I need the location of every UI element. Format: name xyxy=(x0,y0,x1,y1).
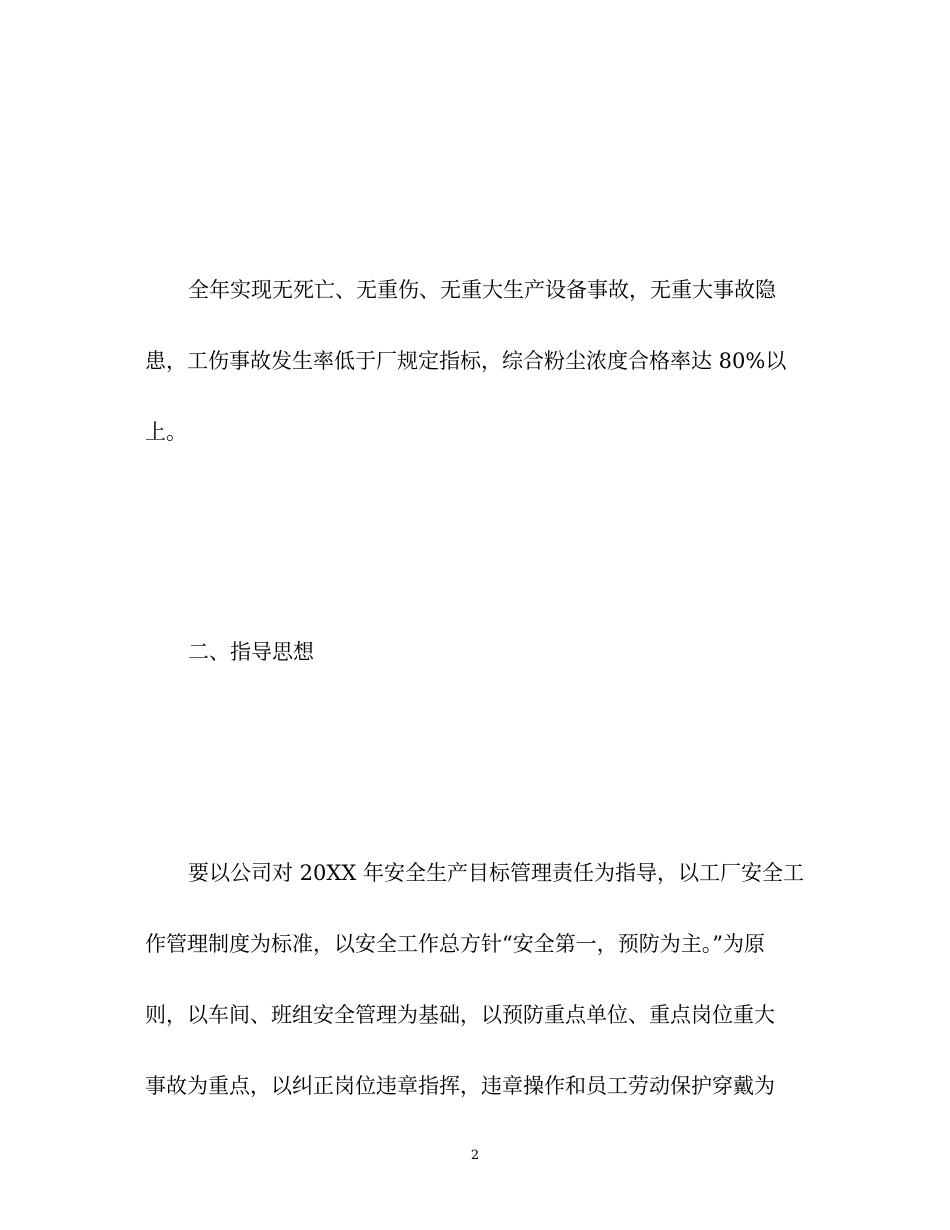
paragraph-2-line-4: 事故为重点，以纠正岗位违章指挥，违章操作和员工劳动保护穿戴为 xyxy=(145,1074,775,1098)
section-heading: 二、指导思想 xyxy=(188,640,314,664)
paragraph-1-line-2: 患，工伤事故发生率低于厂规定指标，综合粉尘浓度合格率达 80%以 xyxy=(145,349,787,373)
paragraph-2-line-2: 作管理制度为标准，以安全工作总方针“安全第一，预防为主。”为原 xyxy=(145,932,765,956)
page-number: 2 xyxy=(470,1148,480,1163)
paragraph-2-line-1: 要以公司对 20XX 年安全生产目标管理责任为指导，以工厂安全工 xyxy=(188,861,804,885)
paragraph-2-line-3: 则，以车间、班组安全管理为基础，以预防重点单位、重点岗位重大 xyxy=(145,1003,775,1027)
paragraph-1-line-3: 上。 xyxy=(145,420,187,444)
paragraph-1-line-1: 全年实现无死亡、无重伤、无重大生产设备事故，无重大事故隐 xyxy=(188,278,776,302)
